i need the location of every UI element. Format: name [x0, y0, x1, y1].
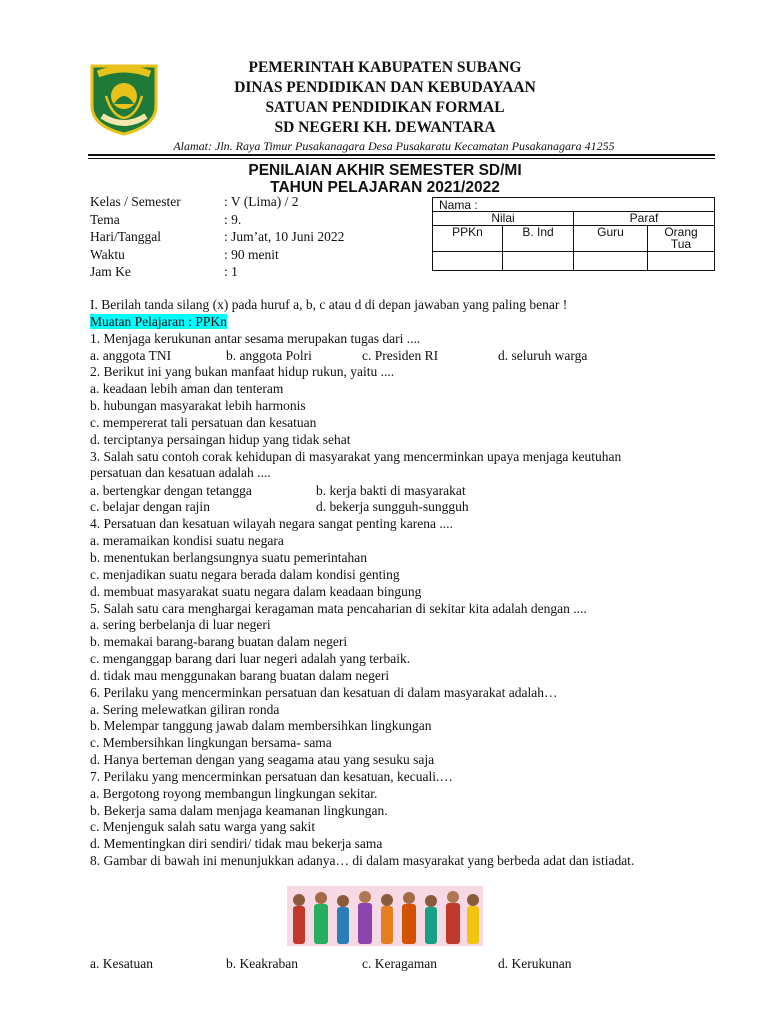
info-label: Hari/Tanggal	[90, 229, 162, 244]
info-value: : 1	[224, 264, 238, 279]
school-name: SD NEGERI KH. DEWANTARA	[274, 119, 496, 136]
option-b[interactable]: b. Melempar tanggung jawab dalam membersihkan lingkungan	[90, 718, 432, 734]
option-b[interactable]: b. Keakraban	[226, 956, 298, 971]
option-a[interactable]: a. Sering melewatkan giliran ronda	[90, 701, 280, 717]
regency-logo	[88, 62, 160, 136]
question-8-options	[90, 956, 571, 972]
question-3-options-ab	[90, 483, 730, 500]
exam-info	[90, 194, 344, 282]
info-value: : Jum’at, 10 Juni 2022	[224, 229, 345, 244]
question-section	[90, 297, 730, 887]
info-row-date	[90, 229, 344, 247]
question-3: 3. Salah satu contoh corak kehidupan di masyarakat yang mencerminkan upaya menjaga keutuhan persatuan dan kesatuan adalah ....	[90, 448, 622, 481]
option-d[interactable]: d. bekerja sungguh-sungguh	[316, 499, 469, 515]
option-a[interactable]: a. Kesatuan	[90, 956, 153, 971]
header-divider-thick	[88, 154, 715, 156]
option-b[interactable]: b. anggota Polri	[226, 347, 312, 363]
info-row-class	[90, 194, 344, 212]
bind-score-cell[interactable]	[503, 252, 574, 270]
department-name: DINAS PENDIDIKAN DAN KEBUDAYAAN	[234, 79, 536, 96]
info-label: Waktu	[90, 246, 125, 262]
option-a[interactable]: a. meramaikan kondisi suatu negara	[90, 533, 284, 549]
bind-header: B. Ind	[503, 226, 574, 252]
letterhead	[170, 58, 600, 138]
option-d[interactable]: d. tidak mau menggunakan barang buatan dalam negeri	[90, 667, 390, 683]
info-value: : 9.	[224, 211, 242, 227]
info-row-time	[90, 247, 344, 265]
option-a[interactable]: a. anggota TNI	[90, 347, 172, 363]
question-2: 2. Berikut ini yang bukan manfaat hidup rukun, yaitu ....	[90, 364, 395, 380]
option-a[interactable]: a. sering berbelanja di luar negeri	[90, 617, 271, 633]
option-c[interactable]: c. Presiden RI	[362, 347, 439, 363]
option-b[interactable]: b. hubungan masyarakat lebih harmonis	[90, 398, 306, 414]
option-c[interactable]: c. menjadikan suatu negara berada dalam kondisi genting	[90, 566, 400, 582]
question-7: 7. Perilaku yang mencerminkan persatuan dan kesatuan, kecuali.…	[90, 768, 453, 784]
option-d[interactable]: d. Mementingkan diri sendiri/ tidak mau bekerja sama	[90, 836, 383, 852]
option-d[interactable]: d. seluruh warga	[498, 347, 588, 363]
exam-title-line1: PENILAIAN AKHIR SEMESTER SD/MI	[248, 162, 522, 179]
question-6: 6. Perilaku yang mencerminkan persatuan dan kesatuan di dalam masyarakat adalah…	[90, 684, 558, 700]
parent-header-line2: Tua	[670, 237, 692, 251]
parent-sign-cell[interactable]	[648, 252, 714, 270]
info-value: : V (Lima) / 2	[224, 194, 299, 209]
option-c[interactable]: c. Keragaman	[362, 956, 437, 971]
info-row-theme	[90, 212, 344, 230]
header-divider-thin	[88, 158, 715, 159]
ppkn-score-cell[interactable]	[433, 252, 503, 270]
teacher-sign-cell[interactable]	[574, 252, 648, 270]
info-label: Tema	[90, 211, 120, 227]
question-1-options	[90, 348, 730, 365]
option-b[interactable]: b. memakai barang-barang buatan dalam negeri	[90, 634, 348, 650]
subject-label: Muatan Pelajaran : PPKn	[90, 313, 227, 329]
question-5: 5. Salah satu cara menghargai keragaman mata pencaharian di sekitar kita adalah dengan ....	[90, 600, 587, 616]
option-a[interactable]: a. bertengkar dengan tetangga	[90, 482, 252, 498]
instruction: I. Berilah tanda silang (x) pada huruf a, b, c atau d di depan jawaban yang paling benar !	[90, 297, 568, 312]
school-address: Alamat: Jln. Raya Timur Pusakanagara Desa Pusakaratu Kecamatan Pusakanagara 41255	[173, 139, 615, 153]
exam-title-line2: TAHUN PELAJARAN 2021/2022	[270, 179, 500, 196]
question-4: 4. Persatuan dan kesatuan wilayah negara sangat penting karena ....	[90, 516, 453, 532]
option-a[interactable]: a. keadaan lebih aman dan tenteram	[90, 381, 284, 397]
option-c[interactable]: c. belajar dengan rajin	[90, 499, 210, 515]
signature-header: Paraf	[574, 212, 714, 226]
score-table	[432, 197, 715, 271]
teacher-header: Guru	[574, 226, 648, 252]
name-label: Nama :	[439, 198, 478, 212]
option-b[interactable]: b. menentukan berlangsungnya suatu pemerintahan	[90, 549, 368, 565]
info-label: Jam Ke	[90, 264, 131, 279]
option-c[interactable]: c. Membersihkan lingkungan bersama- sama	[90, 735, 332, 751]
option-a[interactable]: a. Bergotong royong membangun lingkungan sekitar.	[90, 785, 378, 801]
option-d[interactable]: d. Kerukunan	[498, 956, 572, 971]
question-3-options-cd	[90, 499, 730, 516]
info-row-hour	[90, 264, 344, 282]
ppkn-header: PPKn	[433, 226, 503, 252]
option-d[interactable]: d. membuat masyarakat suatu negara dalam keadaan bingung	[90, 583, 422, 599]
parent-header	[648, 226, 714, 252]
option-d[interactable]: d. terciptanya persaingan hidup yang tidak sehat	[90, 431, 351, 447]
question-1: 1. Menjaga kerukunan antar sesama merupakan tugas dari ....	[90, 330, 421, 346]
parent-header-line1: Orang	[664, 225, 698, 239]
option-c[interactable]: c. menganggap barang dari luar negeri adalah yang terbaik.	[90, 651, 411, 667]
government-name: PEMERINTAH KABUPATEN SUBANG	[248, 59, 522, 76]
info-label: Kelas / Semester	[90, 194, 181, 209]
option-b[interactable]: b. kerja bakti di masyarakat	[316, 482, 466, 498]
info-value: : 90 menit	[224, 246, 279, 262]
option-b[interactable]: b. Bekerja sama dalam menjaga keamanan lingkungan.	[90, 802, 388, 818]
traditional-costumes-illustration	[287, 886, 483, 946]
question-8: 8. Gambar di bawah ini menunjukkan adanya… di dalam masyarakat yang berbeda adat dan istiadat.	[90, 853, 635, 869]
option-c[interactable]: c. mempererat tali persatuan dan kesatuan	[90, 414, 317, 430]
name-field[interactable]	[433, 198, 714, 212]
unit-name: SATUAN PENDIDIKAN FORMAL	[265, 99, 505, 116]
option-c[interactable]: c. Menjenguk salah satu warga yang sakit	[90, 819, 316, 835]
exam-title	[170, 162, 600, 196]
option-d[interactable]: d. Hanya berteman dengan yang seagama atau yang sesuku saja	[90, 752, 435, 768]
score-header: Nilai	[433, 212, 574, 226]
